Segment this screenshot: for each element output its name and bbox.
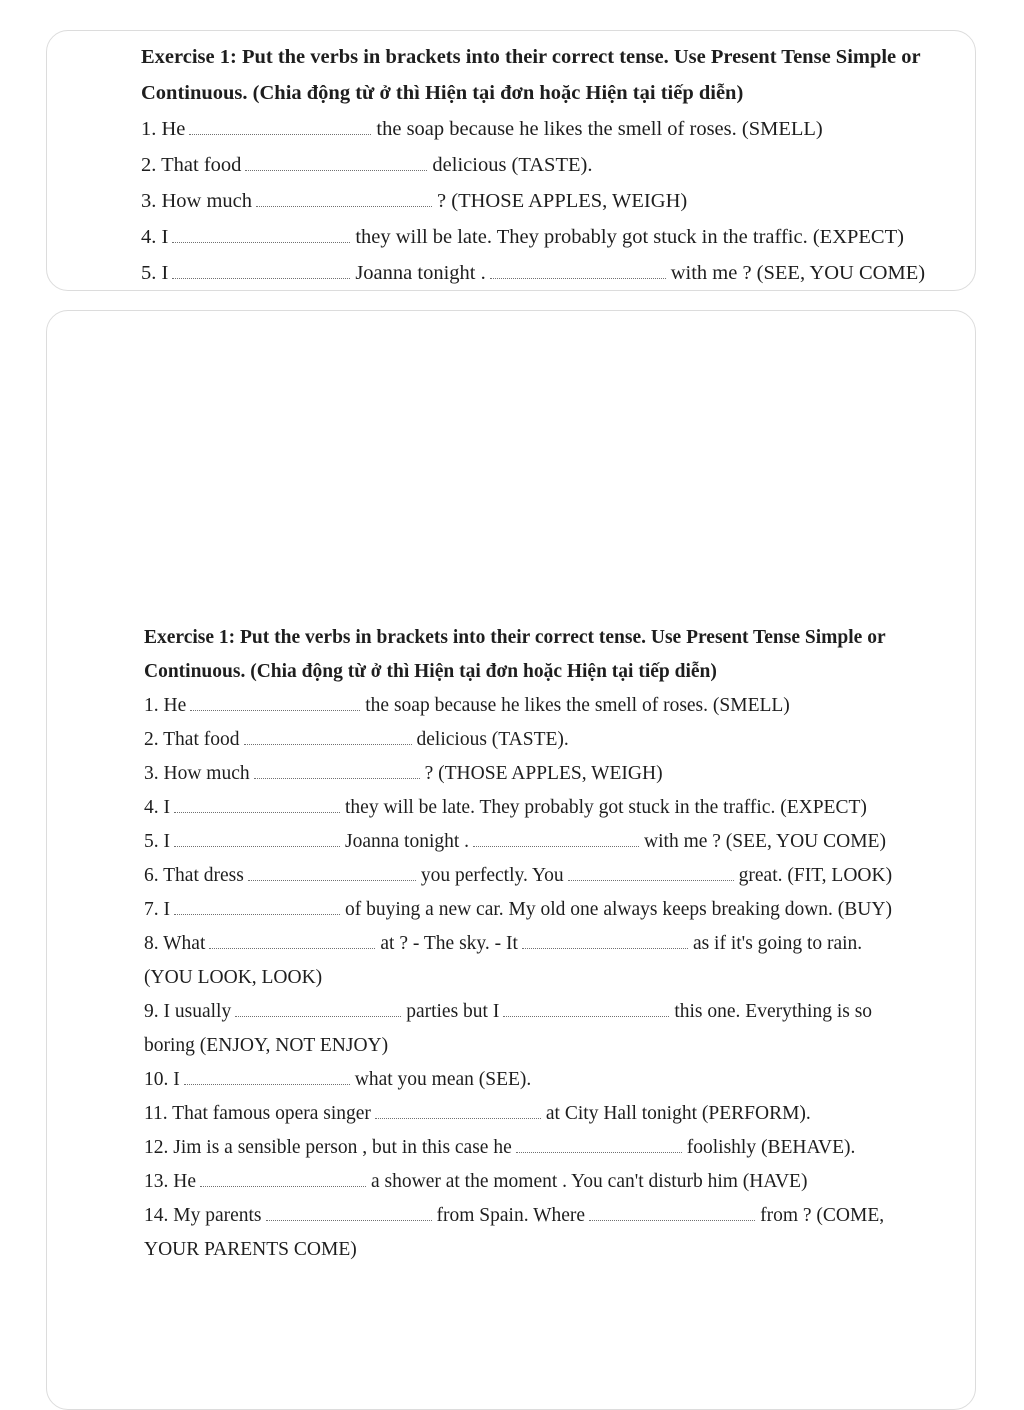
exercise-card-bottom xyxy=(46,310,976,1410)
answer-blank[interactable] xyxy=(244,726,412,745)
answer-blank[interactable] xyxy=(503,998,669,1017)
answer-blank[interactable] xyxy=(172,260,350,279)
question-9: 9. I usually parties but I this one. Everything is so xyxy=(144,995,892,1029)
question-10: 10. I what you mean (SEE). xyxy=(144,1063,892,1097)
question-6: 6. That dress you perfectly. You great. (FIT, LOOK) xyxy=(144,859,892,893)
question-2: 2. That food delicious (TASTE). xyxy=(144,723,892,757)
answer-blank[interactable] xyxy=(184,1066,350,1085)
answer-blank[interactable] xyxy=(200,1168,366,1187)
exercise-card-top xyxy=(46,30,976,291)
exercise-title-continued: Continuous. (Chia động từ ở thì Hiện tại đơn hoặc Hiện tại tiếp diễn) xyxy=(144,661,717,682)
question-7: 7. I of buying a new car. My old one always keeps breaking down. (BUY) xyxy=(144,893,892,927)
answer-blank[interactable] xyxy=(190,692,360,711)
exercise-title: Exercise 1: Put the verbs in brackets into their correct tense. Use Present Tense Simple or xyxy=(144,627,886,648)
question-2: 2. That food delicious (TASTE). xyxy=(141,147,925,183)
question-3: 3. How much ? (THOSE APPLES, WEIGH) xyxy=(141,183,925,219)
answer-blank[interactable] xyxy=(172,224,350,243)
question-5: 5. I Joanna tonight . with me ? (SEE, YOU COME) xyxy=(144,825,892,859)
question-14-continued: YOUR PARENTS COME) xyxy=(144,1239,357,1260)
question-1: 1. He the soap because he likes the smell of roses. (SMELL) xyxy=(141,111,925,147)
answer-blank[interactable] xyxy=(245,152,427,171)
answer-blank[interactable] xyxy=(473,828,639,847)
answer-blank[interactable] xyxy=(248,862,416,881)
question-8: 8. What at ? - The sky. - It as if it's going to rain. xyxy=(144,927,892,961)
answer-blank[interactable] xyxy=(256,188,432,207)
answer-blank[interactable] xyxy=(174,794,340,813)
question-9-continued: boring (ENJOY, NOT ENJOY) xyxy=(144,1035,389,1056)
question-4: 4. I they will be late. They probably got stuck in the traffic. (EXPECT) xyxy=(144,791,892,825)
question-12: 12. Jim is a sensible person , but in this case he foolishly (BEHAVE). xyxy=(144,1131,892,1165)
question-11: 11. That famous opera singer at City Hall tonight (PERFORM). xyxy=(144,1097,892,1131)
answer-blank[interactable] xyxy=(375,1100,541,1119)
exercise-title-continued: Continuous. (Chia động từ ở thì Hiện tại đơn hoặc Hiện tại tiếp diễn) xyxy=(141,82,744,104)
answer-blank[interactable] xyxy=(490,260,666,279)
question-8-continued: (YOU LOOK, LOOK) xyxy=(144,967,323,988)
answer-blank[interactable] xyxy=(589,1202,755,1221)
exercise-content xyxy=(144,621,892,1267)
answer-blank[interactable] xyxy=(189,116,371,135)
answer-blank[interactable] xyxy=(522,930,688,949)
question-5: 5. I Joanna tonight . with me ? (SEE, YOU COME) xyxy=(141,255,925,291)
question-3: 3. How much ? (THOSE APPLES, WEIGH) xyxy=(144,757,892,791)
answer-blank[interactable] xyxy=(516,1134,682,1153)
answer-blank[interactable] xyxy=(266,1202,432,1221)
question-14: 14. My parents from Spain. Where from ? (COME, xyxy=(144,1199,892,1233)
question-1: 1. He the soap because he likes the smell of roses. (SMELL) xyxy=(144,689,892,723)
answer-blank[interactable] xyxy=(568,862,734,881)
answer-blank[interactable] xyxy=(235,998,401,1017)
exercise-content xyxy=(141,39,925,291)
answer-blank[interactable] xyxy=(174,896,340,915)
question-4: 4. I they will be late. They probably got stuck in the traffic. (EXPECT) xyxy=(141,219,925,255)
exercise-title: Exercise 1: Put the verbs in brackets into their correct tense. Use Present Tense Simple or xyxy=(141,46,921,68)
question-13: 13. He a shower at the moment . You can't disturb him (HAVE) xyxy=(144,1165,892,1199)
answer-blank[interactable] xyxy=(174,828,340,847)
answer-blank[interactable] xyxy=(209,930,375,949)
answer-blank[interactable] xyxy=(254,760,420,779)
